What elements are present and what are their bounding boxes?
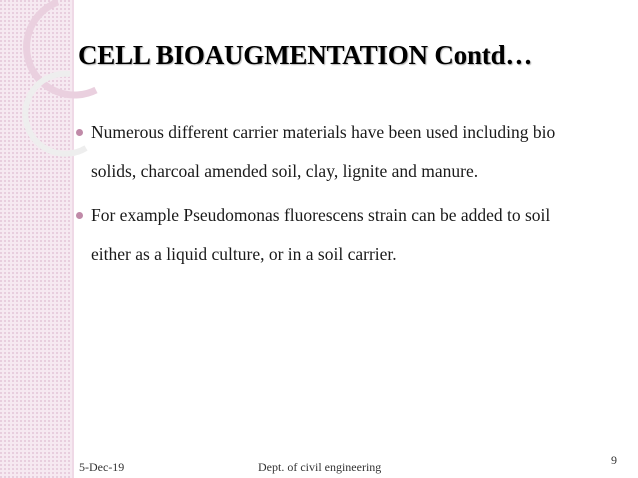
page-number: 9 xyxy=(611,453,617,467)
bullet-item xyxy=(72,113,572,191)
bullet-dot-icon xyxy=(76,129,83,136)
footer-department: Dept. of civil engineering xyxy=(258,460,382,474)
bullet-text: For example Pseudomonas fluorescens strain can be added to soil either as a liquid culture, or in a soil carrier. xyxy=(91,205,551,264)
bullet-text: Numerous different carrier materials have been used including bio solids, charcoal amended soil, clay, lignite and manure. xyxy=(91,122,556,181)
bullet-list xyxy=(72,113,572,279)
bullet-dot-icon xyxy=(76,212,83,219)
bullet-item xyxy=(72,196,572,274)
footer-date: 5-Dec-19 xyxy=(79,460,125,474)
slide-title: CELL BIOAUGMENTATION Contd… xyxy=(78,40,533,70)
